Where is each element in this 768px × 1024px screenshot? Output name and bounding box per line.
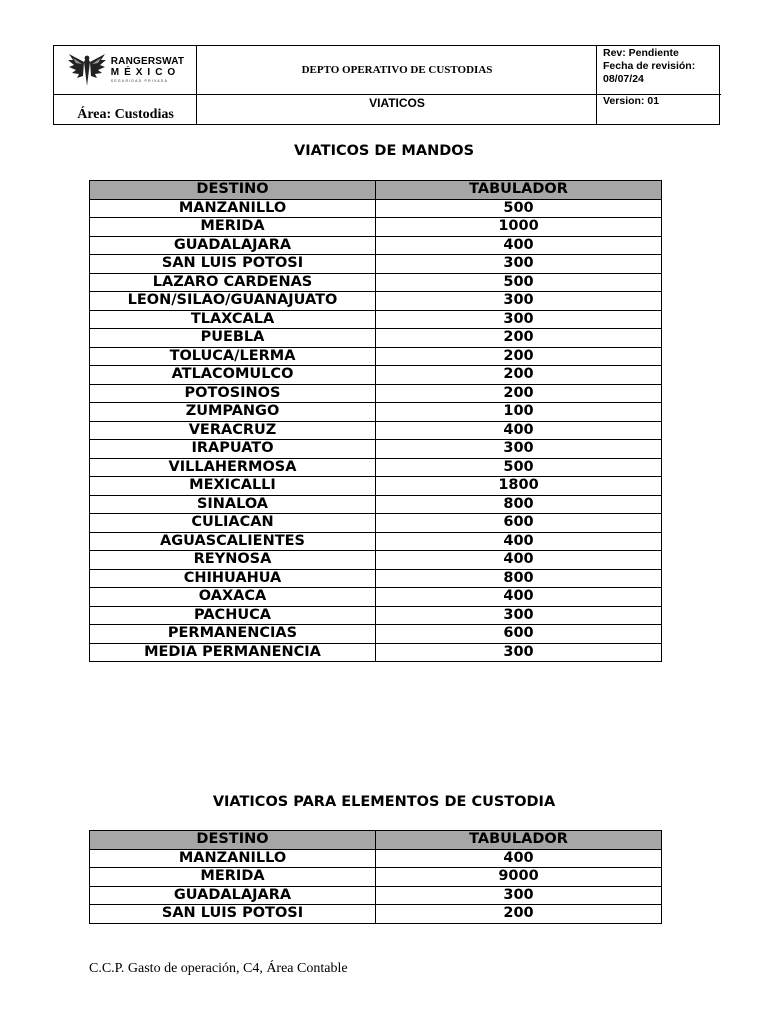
cell-destino: LAZARO CARDENAS [90,273,376,292]
cell-destino: MEDIA PERMANENCIA [90,643,376,662]
table-row [90,495,662,514]
cell-destino: MERIDA [90,218,376,237]
table-row [90,347,662,366]
cell-tabulador: 9000 [376,868,662,887]
cell-destino: SINALOA [90,495,376,514]
eagle-icon [67,52,107,88]
cell-destino: REYNOSA [90,551,376,570]
cell-destino: MERIDA [90,868,376,887]
cell-tabulador: 500 [376,458,662,477]
cell-tabulador: 300 [376,310,662,329]
cell-tabulador: 300 [376,255,662,274]
cell-destino: SAN LUIS POTOSI [90,905,376,924]
cell-destino: ZUMPANGO [90,403,376,422]
cell-destino: PUEBLA [90,329,376,348]
table-row [90,421,662,440]
cell-destino: PERMANENCIAS [90,625,376,644]
table-row [90,329,662,348]
cell-destino: OAXACA [90,588,376,607]
table-row [90,255,662,274]
cell-tabulador: 300 [376,292,662,311]
table-row [90,403,662,422]
table-row [90,551,662,570]
table-row [90,643,662,662]
column-header-tabulador: TABULADOR [376,181,662,200]
cell-destino: LEON/SILAO/GUANAJUATO [90,292,376,311]
table-header-row [90,181,662,200]
cell-destino: GUADALAJARA [90,236,376,255]
table-row [90,849,662,868]
footer-ccp: C.C.P. Gasto de operación, C4, Área Contable [89,961,348,976]
cell-tabulador: 800 [376,495,662,514]
company-logo [54,46,197,94]
area-label: Área: Custodias [77,107,174,122]
cell-destino: TLAXCALA [90,310,376,329]
cell-destino: VERACRUZ [90,421,376,440]
section-title-mandos: VIATICOS DE MANDOS [293,143,475,159]
table-header-row [90,831,662,850]
cell-tabulador: 400 [376,849,662,868]
department-title: DEPTO OPERATIVO DE CUSTODIAS [301,64,493,76]
section-title-elementos: VIATICOS PARA ELEMENTOS DE CUSTODIA [212,794,556,810]
cell-destino: CULIACAN [90,514,376,533]
cell-destino: IRAPUATO [90,440,376,459]
table-row [90,588,662,607]
table-row [90,218,662,237]
cell-tabulador: 600 [376,514,662,533]
document-header [53,45,720,125]
cell-destino: SAN LUIS POTOSI [90,255,376,274]
table-elementos [89,830,662,924]
cell-tabulador: 400 [376,551,662,570]
revision-status: Rev: Pendiente [603,47,679,59]
revision-info [603,46,721,94]
cell-tabulador: 300 [376,440,662,459]
cell-tabulador: 300 [376,886,662,905]
cell-tabulador: 500 [376,273,662,292]
logo-brand-text: RANGERSWAT [110,55,185,67]
logo-tagline-text: SEGURIDAD PRIVADA [110,78,169,83]
table-row [90,625,662,644]
cell-tabulador: 600 [376,625,662,644]
cell-tabulador: 200 [376,905,662,924]
cell-tabulador: 500 [376,199,662,218]
table-row [90,384,662,403]
table-row [90,569,662,588]
cell-tabulador: 800 [376,569,662,588]
cell-tabulador: 400 [376,532,662,551]
table-row [90,273,662,292]
table-row [90,199,662,218]
table-row [90,366,662,385]
cell-tabulador: 1800 [376,477,662,496]
cell-destino: MANZANILLO [90,849,376,868]
cell-tabulador: 400 [376,236,662,255]
table-row [90,514,662,533]
column-header-tabulador: TABULADOR [376,831,662,850]
cell-tabulador: 400 [376,421,662,440]
cell-tabulador: 400 [376,588,662,607]
table-mandos [89,180,662,662]
table-row [90,310,662,329]
cell-destino: TOLUCA/LERMA [90,347,376,366]
cell-tabulador: 200 [376,347,662,366]
table-row [90,606,662,625]
cell-destino: CHIHUAHUA [90,569,376,588]
table-row [90,440,662,459]
table-row [90,236,662,255]
table-row [90,886,662,905]
cell-destino: ATLACOMULCO [90,366,376,385]
cell-destino: AGUASCALIENTES [90,532,376,551]
cell-tabulador: 300 [376,643,662,662]
cell-tabulador: 300 [376,606,662,625]
revision-date-value: 08/07/24 [603,73,644,85]
cell-tabulador: 200 [376,329,662,348]
cell-tabulador: 200 [376,366,662,385]
cell-destino: MANZANILLO [90,199,376,218]
cell-destino: GUADALAJARA [90,886,376,905]
revision-date-label: Fecha de revisión: [603,60,696,72]
cell-tabulador: 1000 [376,218,662,237]
cell-destino: MEXICALLI [90,477,376,496]
table-row [90,868,662,887]
logo-country-text: MÉXICO [110,66,181,78]
column-header-destino: DESTINO [90,181,376,200]
table-row [90,905,662,924]
cell-destino: VILLAHERMOSA [90,458,376,477]
table-row [90,532,662,551]
table-row [90,477,662,496]
cell-tabulador: 200 [376,384,662,403]
cell-destino: PACHUCA [90,606,376,625]
version-label: Version: 01 [603,95,660,107]
cell-tabulador: 100 [376,403,662,422]
column-header-destino: DESTINO [90,831,376,850]
cell-destino: POTOSINOS [90,384,376,403]
document-title: VIATICOS [369,96,425,110]
table-row [90,292,662,311]
table-row [90,458,662,477]
